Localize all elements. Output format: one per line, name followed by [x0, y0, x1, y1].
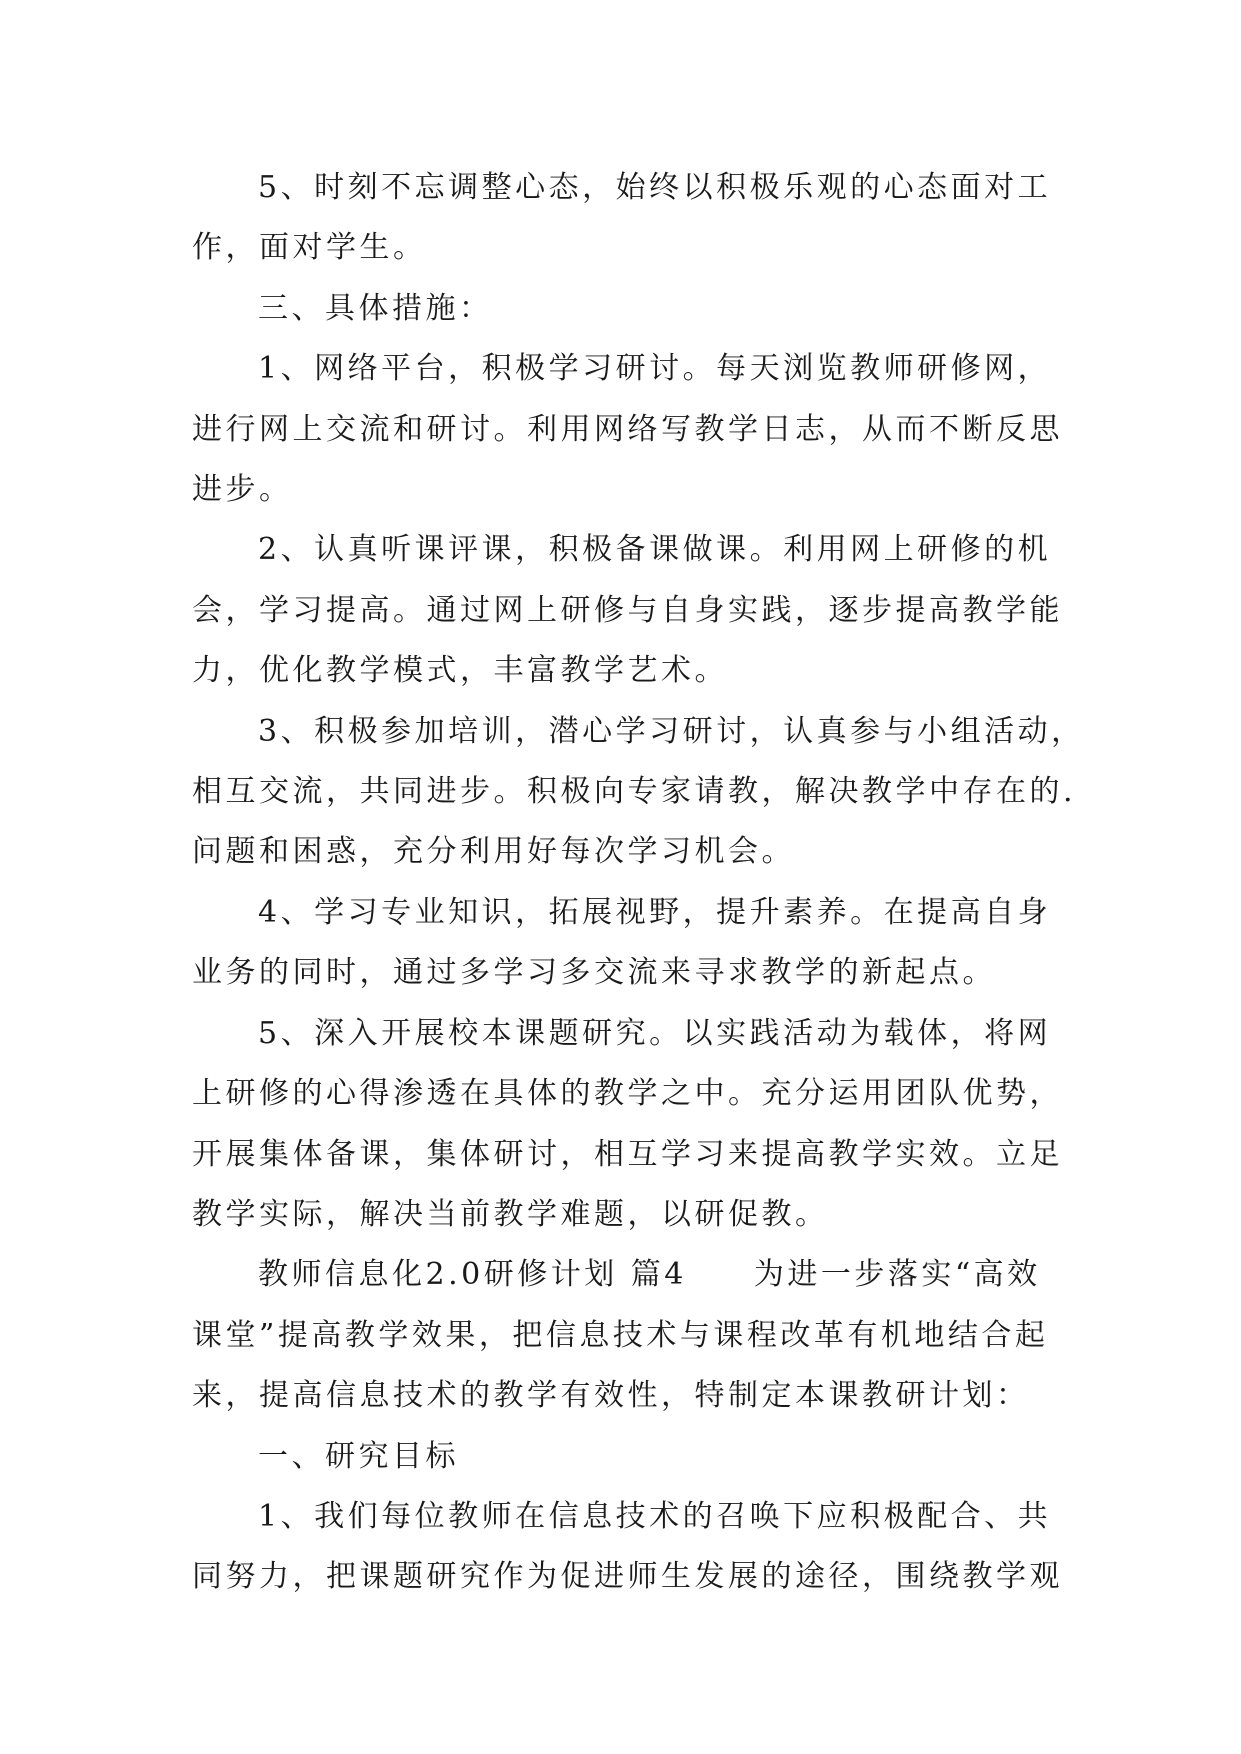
- text-line: 1、网络平台，积极学习研讨。每天浏览教师研修网，: [258, 351, 1052, 387]
- document-body: [192, 158, 1085, 1608]
- text-line: 4、学习专业知识，拓展视野，提升素养。在提高自身: [258, 894, 1052, 930]
- text-line: 进步。: [192, 472, 293, 508]
- text-line: 3、积极参加培训，潜心学习研讨，认真参与小组活动，: [258, 713, 1085, 749]
- text-line: 会，学习提高。通过网上研修与自身实践，逐步提高教学能: [192, 592, 1063, 628]
- text-line: 业务的同时，通过多学习多交流来寻求教学的新起点。: [192, 955, 996, 991]
- text-line: 上研修的心得渗透在具体的教学之中。充分运用团队优势，: [192, 1076, 1063, 1112]
- text-line: 同努力，把课题研究作为促进师生发展的途径，围绕教学观: [192, 1559, 1063, 1595]
- text-line: 课堂”提高教学效果，把信息技术与课程改革有机地结合起: [192, 1317, 1049, 1353]
- section-heading-goals: [192, 1427, 1072, 1487]
- text-line: 5、深入开展校本课题研究。以实践活动为载体，将网: [258, 1015, 1052, 1051]
- text-line: 教学实际，解决当前教学难题，以研促教。: [192, 1196, 829, 1232]
- paragraph-measure-5: [192, 1004, 1072, 1246]
- text-line: 来，提高信息技术的教学有效性，特制定本课教研计划：: [192, 1378, 1030, 1414]
- paragraph-measure-2: [192, 520, 1072, 701]
- section-heading-measures: [192, 279, 1072, 339]
- text-line: 三、具体措施：: [258, 290, 493, 326]
- text-line: 进行网上交流和研讨。利用网络写教学日志，从而不断反思: [192, 411, 1063, 447]
- text-line: 力，优化教学模式，丰富教学艺术。: [192, 653, 728, 689]
- text-line: 2、认真听课评课，积极备课做课。利用网上研修的机: [258, 532, 1052, 568]
- paragraph-measure-4: [192, 883, 1072, 1004]
- text-line: 开展集体备课，集体研讨，相互学习来提高教学实效。立足: [192, 1136, 1063, 1172]
- text-line: 作，面对学生。: [192, 230, 427, 266]
- paragraph-plan-4-intro: [192, 1245, 1072, 1426]
- text-line: 问题和困惑，充分利用好每次学习机会。: [192, 834, 795, 870]
- paragraph-measure-1: [192, 339, 1072, 520]
- text-line: 相互交流，共同进步。积极向专家请教，解决教学中存在的.: [192, 774, 1077, 810]
- paragraph-goal-1: [192, 1487, 1072, 1608]
- text-line: 教师信息化2.0研修计划 篇4 为进一步落实“高效: [258, 1257, 1041, 1293]
- text-line: 一、研究目标: [258, 1438, 459, 1474]
- text-line: 5、时刻不忘调整心态，始终以积极乐观的心态面对工: [258, 170, 1052, 205]
- text-line: 1、我们每位教师在信息技术的召唤下应积极配合、共: [258, 1498, 1052, 1534]
- paragraph-measure-3: [192, 702, 1085, 883]
- paragraph-attitude: [192, 158, 1072, 279]
